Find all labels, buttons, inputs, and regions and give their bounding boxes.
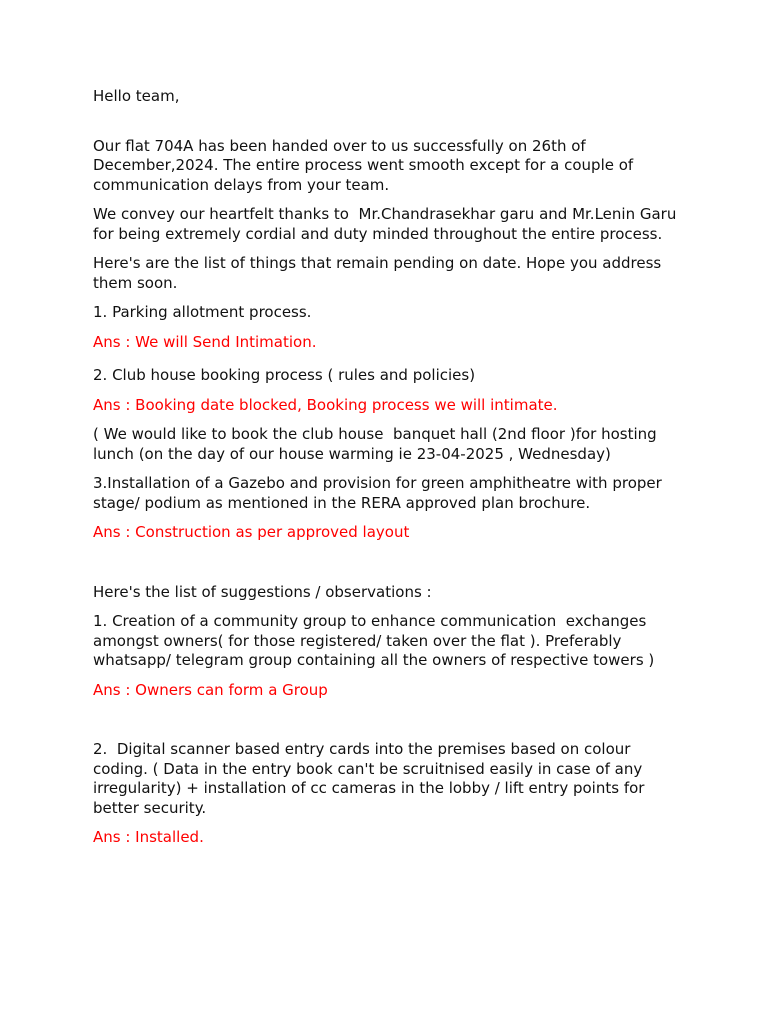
suggestion-answer-2: Ans : Installed. [93, 828, 204, 846]
greeting: Hello team, [93, 87, 180, 105]
suggestion-answer-1: Ans : Owners can form a Group [93, 680, 328, 699]
suggestion-item-2: 2. Digital scanner based entry cards into the premises based on colour coding. ( Data in the entry book can't be scruitnised easily in case of any irregularity) + installation of cc cameras in the lobby / lift entry points for better security. [93, 740, 650, 817]
pending-item-3: 3.Installation of a Gazebo and provision for green amphitheatre with proper stage/ podium as mentioned in the RERA approved plan brochure. [93, 474, 667, 512]
pending-answer-1: Ans : We will Send Intimation. [93, 332, 317, 351]
intro-paragraph: Our flat 704A has been handed over to us successfully on 26th of December,2024. The entire process went smooth except for a couple of communication delays from your team. [93, 136, 638, 194]
pending-item-2: 2. Club house booking process ( rules and policies) [93, 366, 476, 384]
suggestions-intro: Here's the list of suggestions / observations : [93, 582, 432, 601]
thanks-paragraph: We convey our heartfelt thanks to Mr.Chandrasekhar garu and Mr.Lenin Garu for being extremely cordial and duty minded throughout the entire process. [93, 205, 686, 243]
document-body [93, 87, 686, 858]
pending-intro: Here's are the list of things that remain pending on date. Hope you address them soon. [93, 254, 666, 292]
pending-item-1: 1. Parking allotment process. [93, 303, 312, 321]
pending-note-2: ( We would like to book the club house banquet hall (2nd floor )for hosting lunch (on the day of our house warming ie 23-04-2025 , Wednesday) [93, 425, 662, 463]
pending-answer-3: Ans : Construction as per approved layout [93, 523, 410, 541]
suggestion-item-1: 1. Creation of a community group to enhance communication exchanges amongst owners( for those registered/ taken over the flat ). Preferably whatsapp/ telegram group containing all the owners of respective towers ) [93, 612, 655, 669]
pending-answer-2: Ans : Booking date blocked, Booking process we will intimate. [93, 395, 558, 414]
